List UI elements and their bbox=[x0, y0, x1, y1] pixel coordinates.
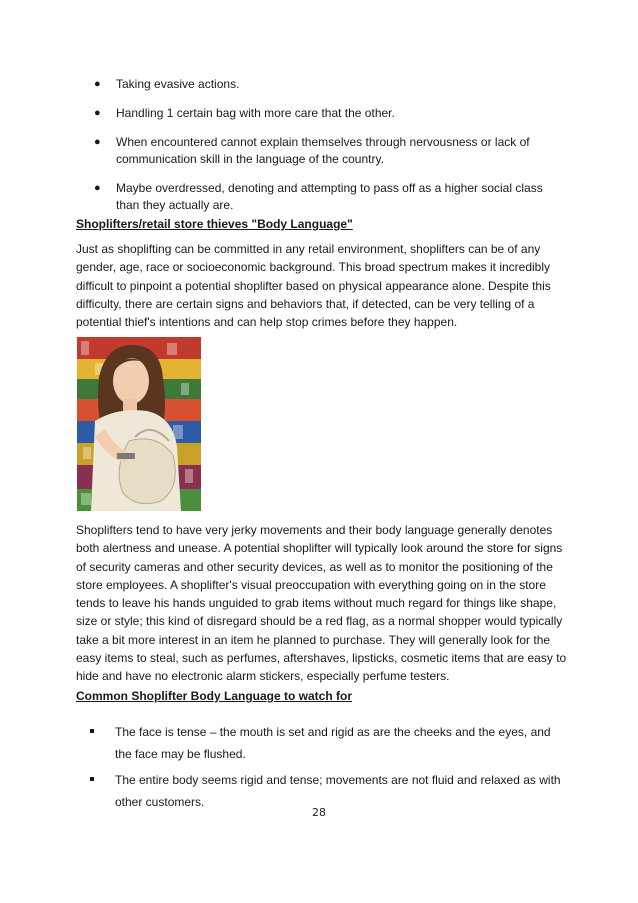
bullet-text: Handling 1 certain bag with more care that the other. bbox=[116, 106, 395, 120]
top-bullet-list bbox=[76, 76, 566, 226]
list-item bbox=[76, 721, 566, 765]
page-number: 28 bbox=[312, 806, 326, 819]
list-item bbox=[76, 76, 566, 93]
section-heading-common-body-language: Common Shoplifter Body Language to watch for bbox=[76, 689, 352, 703]
bullet-text: Maybe overdressed, denoting and attempting to pass off as a higher social class than they actually are. bbox=[116, 181, 543, 212]
bullet-dot-icon: ● bbox=[94, 136, 101, 148]
bullet-dot-icon: ● bbox=[94, 78, 101, 90]
shopper-photo bbox=[77, 337, 201, 511]
bullet-text: When encountered cannot explain themselves through nervousness or lack of communication skill in the language of the country. bbox=[116, 135, 530, 166]
square-bullet-icon bbox=[90, 777, 94, 781]
bullet-dot-icon: ● bbox=[94, 182, 101, 194]
list-item bbox=[76, 180, 566, 214]
list-item bbox=[76, 134, 566, 168]
bullet-text: Taking evasive actions. bbox=[116, 77, 240, 91]
list-item bbox=[76, 105, 566, 122]
body-language-paragraph: Shoplifters tend to have very jerky movements and their body language generally denotes both alertness and unease. A potential shoplifter will typically look around the store for signs of security cameras and other security devices, as well as to monitor the positioning of the store employees. A shoplifter's visual preoccupation with everything going on in the store tends to leave his hands unguided to grab items without much regard for things like shape, size or style; this kind of disregard should be a red flag, as a normal shopper would typically take a bit more interest in an item he planned to purchase. They will generally look for the easy items to steal, such as perfumes, aftershaves, lipsticks, cosmetic items that are easy to hide and have no electronic alarm stickers, especially perfume testers. bbox=[76, 523, 567, 684]
square-bullet-icon bbox=[90, 729, 94, 733]
bottom-bullet-list bbox=[76, 721, 566, 817]
bullet-text: The entire body seems rigid and tense; movements are not fluid and relaxed as with other customers. bbox=[115, 773, 561, 809]
bullet-dot-icon: ● bbox=[94, 107, 101, 119]
section-heading-body-language: Shoplifters/retail store thieves "Body Language" bbox=[76, 217, 353, 231]
bullet-text: The face is tense – the mouth is set and rigid as are the cheeks and the eyes, and the face may be flushed. bbox=[115, 725, 551, 761]
intro-paragraph: Just as shoplifting can be committed in any retail environment, shoplifters can be of any gender, age, race or socioeconomic background. This broad spectrum makes it incredibly difficult to pinpoint a potential shoplifter based on physical appearance alone. Despite this difficulty, there are certain signs and behaviors that, if detected, can be very telling of a potential thief's intentions and can help stop crimes before they happen. bbox=[76, 242, 551, 330]
